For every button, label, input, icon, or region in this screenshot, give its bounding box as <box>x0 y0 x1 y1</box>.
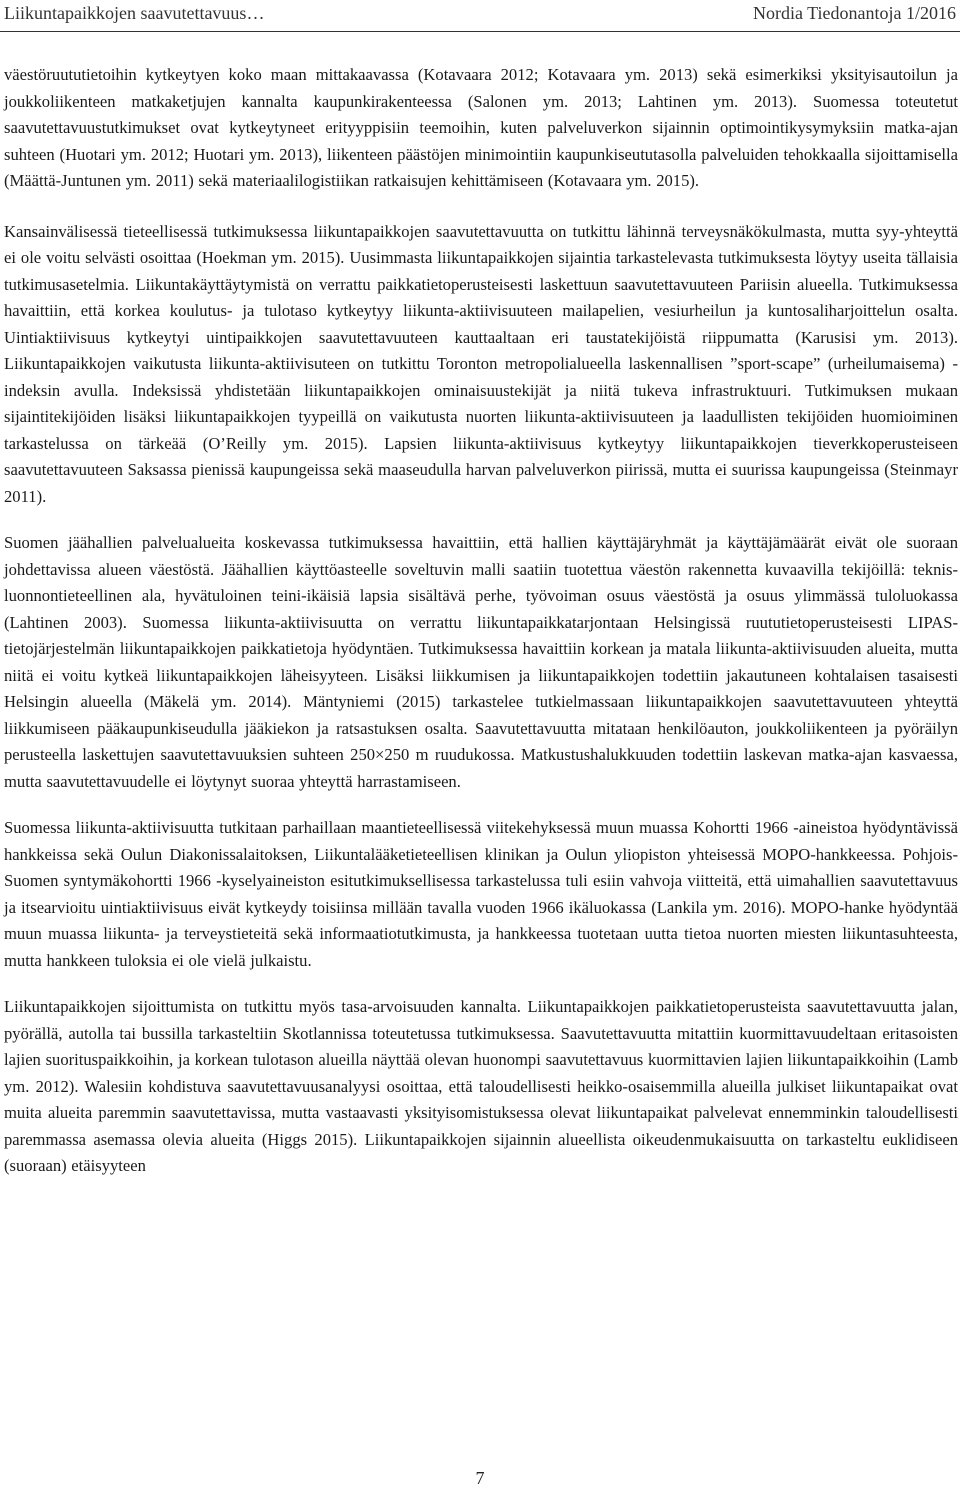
header-title: Liikuntapaikkojen saavutettavuus… <box>4 3 265 23</box>
paragraph-2: Kansainvälisessä tieteellisessä tutkimuksessa liikuntapaikkojen saavutettavuutta on tutkittu lähinnä terveysnäkökulmasta, mutta syy-yhteyttä ei ole voitu selvästi osoittaa (Hoekman ym. 2015). Uusimmasta liikuntapaikkojen sijaintia tarkastelevasta tutkimuksesta löytyy useita tällaisia tutkimusasetelmia. Liikuntakäyttäytymistä on verrattu paikkatietoperusteisesti laskettuun saavutettavuuteen Pariisin alueella. Tutkimuksessa havaittiin, että korkea koulutus- ja tulotaso kytkeytyy liikunta-aktiivisuuteen mailapelien, vesiurheilun ja kuntosaliharjoittelun osalta. Uintiaktiivisuus kytkeytyi uintipaikkojen saavutettavuuteen kauttaaltaan eri taustatekijöistä riippumatta (Karusisi ym. 2013). Liikuntapaikkojen vaikutusta liikunta-aktiivisuteen on tutkittu Toronton metropolialueella laskennallisen ”sport-scape” (urheilumaisema) -indeksin avulla. Indeksissä yhdistetään liikuntapaikkojen ominaisuustekijät ja niitä tukeva infrastruktuuri. Tutkimuksen mukaan sijaintitekijöiden lisäksi liikuntapaikkojen tyypeillä on vaikutusta nuorten liikunta-aktiivisuuteen ja laadullisten tekijöiden huomioiminen tarkastelussa on tärkeää (O’Reilly ym. 2015). Lapsien liikunta-aktiivisuus kytkeytyy liikuntapaikkojen tieverkkoperusteiseen saavutettavuuteen Saksassa pienissä kaupungeissa sekä maaseudulla harvan palveluverkon piirissä, mutta ei suurissa kaupungeissa (Steinmayr 2011). <box>4 221 958 506</box>
header-divider <box>0 31 960 32</box>
running-header <box>0 0 960 30</box>
body-text <box>4 62 958 1200</box>
paragraph-1: väestöruututietoihin kytkeytyen koko maan mittakaavassa (Kotavaara 2012; Kotavaara ym. 2013) sekä esimerkiksi yksityisautoilun ja joukkoliikenteen matkaketjujen kannalta kaupunkirakenteessa (Salonen ym. 2013; Lahtinen ym. 2013). Suomessa toteutetut saavutettavuustutkimukset ovat kytkeytyneet erityyppisiin teemoihin, kuten palveluverkon sijainnin optimointikysymyksiin matka-ajan suhteen (Huotari ym. 2012; Huotari ym. 2013), liikenteen päästöjen minimointiin kaupunkiseututasolla palveluiden tehokkaalla sijoittamisella (Määttä-Juntunen ym. 2011) sekä materiaalilogistiikan ratkaisujen kehittämiseen (Kotavaara ym. 2015). <box>4 65 958 190</box>
paragraph-3: Suomen jäähallien palvelualueita koskevassa tutkimuksessa havaittiin, että hallien käyttäjäryhmät ja käyttäjämäärät eivät ole suoraan johdettavissa alueen väestöstä. Jäähallien käyttöasteelle soveltuvin malli saatiin tuotettua väestön rakennetta kuvaavilla tekijöillä: teknis-luonnontieteellinen ala, hyvätuloinen teini-ikäisiä lapsia sisältävä perhe, työvoiman osuus väestöstä ja osuus ylimmässä tuloluokassa (Lahtinen 2003). Suomessa liikunta-aktiivisuutta on verrattu liikuntapaikkatarjontaan Helsingissä ruututietoperusteisesti LIPAS-tietojärjestelmän liikuntapaikkojen paikkatietoja hyödyntäen. Tutkimuksessa havaittiin korkean ja matala liikunta-aktiivisuuden alueita, mutta niitä ei voitu kytkeä liikuntapaikkojen läheisyyteen. Lisäksi liikkumisen ja liikuntapaikkojen todettiin jakautuneen kohtalaisen tasaisesti Helsingin alueella (Mäkelä ym. 2014). Mäntyniemi (2015) tarkastelee tutkielmassaan liikuntapaikkojen saavutettavuuteen yhteyttä liikkumiseen pääkaupunkiseudulla jääkiekon ja ratsastuksen osalta. Saavutettavuutta mitataan henkilöauton, joukkoliikenteen ja pyöräilyn perusteella laskettujen saavutettavuuksien suhteen 250×250 m ruudukossa. Matkustushalukkuuden todettiin laskevan matka-ajan kasvaessa, mutta saavutettavuudelle ei löytynyt suoraa yhteyttä harrastamiseen. <box>4 533 958 791</box>
page-number: 7 <box>475 1468 485 1488</box>
paragraph-4: Suomessa liikunta-aktiivisuutta tutkitaan parhaillaan maantieteellisessä viitekehyksessä muun muassa Kohortti 1966 -aineistoa hyödyntävissä hankkeissa sekä Oulun Diakonissalaitoksen, Liikuntalääketieteellisen klinikan ja Oulun yliopiston yhteisessä MOPO-hankkeessa. Pohjois-Suomen syntymäkohortti 1966 -kyselyaineiston esitutkimuksellisessa tarkastelussa tuli esiin vahvoja viitteitä, että uimahallien saavutettavuus ja itsearvioitu uintiaktiivisuus eivät kytkeydy toisiinsa millään tavalla vuoden 1966 ikäluokassa (Lankila ym. 2016). MOPO-hanke hyödyntää muun muassa liikunta- ja terveystieteitä sekä informaatiotutkimusta, ja hankkeessa tuotetaan uutta tietoa nuorten miesten liikuntasuhteesta, mutta hankkeen tuloksia ei ole vielä julkaistu. <box>4 818 958 970</box>
header-publication: Nordia Tiedonantoja 1/2016 <box>753 3 956 23</box>
paragraph-5: Liikuntapaikkojen sijoittumista on tutkittu myös tasa-arvoisuuden kannalta. Liikuntapaikkojen paikkatietoperusteista saavutettavuutta jalan, pyörällä, autolla tai bussilla tarkasteltiin Skotlannissa toteutetussa tutkimuksessa. Saavutettavuutta mitattiin kuormittavuudeltaan eritasoisten lajien suorituspaikkoihin, ja korkean tulotason alueilla näyttää olevan huonompi saavutettavuus kuormittavien lajien liikuntapaikkoihin (Lamb ym. 2012). Walesiin kohdistuva saavutettavuusanalyysi osoittaa, että taloudellisesti heikko-osaisemmilla alueilla julkiset liikuntapaikat ovat muita alueita paremmin saavutettavissa, mutta vastaavasti yksityisomistuksessa olevat liikuntapaikat palvelevat ennemminkin taloudellisesti paremmassa asemassa olevia alueita (Higgs 2015). Liikuntapaikkojen sijainnin alueellista oikeudenmukaisuutta on tarkasteltu euklidiseen (suoraan) etäisyyteen <box>4 997 958 1175</box>
